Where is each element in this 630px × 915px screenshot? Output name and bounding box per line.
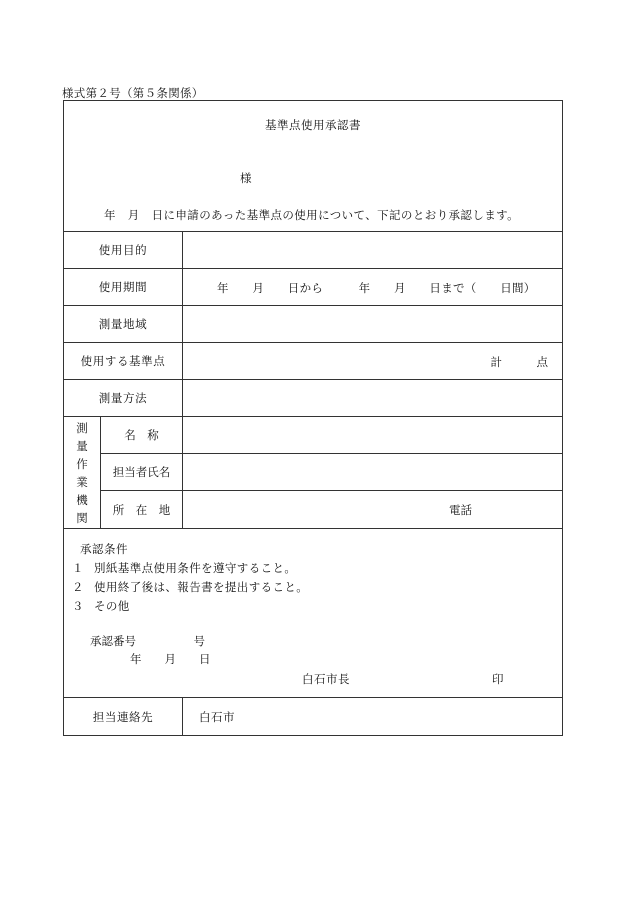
method-row	[64, 380, 562, 417]
period-row	[64, 269, 562, 306]
condition-number: ２	[72, 580, 84, 594]
area-row	[64, 306, 562, 343]
org-name-label: 名 称	[101, 417, 183, 453]
method-field[interactable]	[183, 380, 562, 416]
approval-date: 年 月 日	[130, 652, 211, 666]
issuer-title: 白石市長	[302, 672, 350, 686]
period-label: 使用期間	[64, 269, 183, 305]
contact-field	[183, 698, 562, 735]
conditions-list	[72, 559, 308, 616]
approval-statement: 年 月 日に申請のあった基準点の使用について、下記のとおり承認します。	[104, 208, 520, 222]
period-template-text: 年 月 日から 年 月 日まで（ 日間）	[217, 281, 536, 295]
organization-rows	[101, 417, 562, 528]
form-intro-section	[64, 101, 562, 232]
method-label: 測量方法	[64, 380, 183, 416]
seal-mark: 印	[492, 672, 504, 686]
points-row	[64, 343, 562, 380]
addressee-honorific: 様	[240, 171, 252, 185]
approval-conditions-section	[64, 529, 562, 698]
organization-group-label: 測量作業機関	[76, 420, 88, 525]
condition-number: １	[72, 561, 84, 575]
approval-form	[63, 100, 563, 736]
condition-number: ３	[72, 599, 84, 613]
condition-item	[72, 597, 308, 616]
condition-item	[72, 559, 308, 578]
survey-organization-section	[64, 417, 562, 529]
area-field[interactable]	[183, 306, 562, 342]
purpose-label: 使用目的	[64, 232, 183, 268]
organization-group-cell	[64, 417, 101, 528]
points-field[interactable]	[183, 343, 562, 379]
org-name-row	[101, 417, 562, 454]
org-name-field[interactable]	[183, 417, 562, 453]
conditions-title: 承認条件	[80, 542, 128, 556]
area-label: 測量地域	[64, 306, 183, 342]
phone-label: 電話	[449, 503, 472, 517]
approval-number: 承認番号 号	[90, 634, 205, 648]
condition-text: 使用終了後は、報告書を提出すること。	[94, 580, 309, 594]
org-address-label: 所 在 地	[101, 491, 183, 528]
condition-text: その他	[94, 599, 130, 613]
purpose-field[interactable]	[183, 232, 562, 268]
form-number-label: 様式第２号（第５条関係）	[62, 86, 204, 100]
org-address-row	[101, 491, 562, 528]
purpose-row	[64, 232, 562, 269]
contact-value: 白石市	[199, 710, 235, 724]
points-total-text: 計 点	[490, 355, 548, 369]
document-title: 基準点使用承認書	[265, 118, 361, 132]
org-person-field[interactable]	[183, 454, 562, 490]
condition-text: 別紙基準点使用条件を遵守すること。	[94, 561, 297, 575]
org-address-field[interactable]	[183, 491, 562, 528]
org-person-label: 担当者氏名	[101, 454, 183, 490]
points-label: 使用する基準点	[64, 343, 183, 379]
contact-row	[64, 698, 562, 735]
condition-item	[72, 578, 308, 597]
contact-label: 担当連絡先	[64, 698, 183, 735]
period-field[interactable]	[183, 269, 562, 305]
org-person-row	[101, 454, 562, 491]
